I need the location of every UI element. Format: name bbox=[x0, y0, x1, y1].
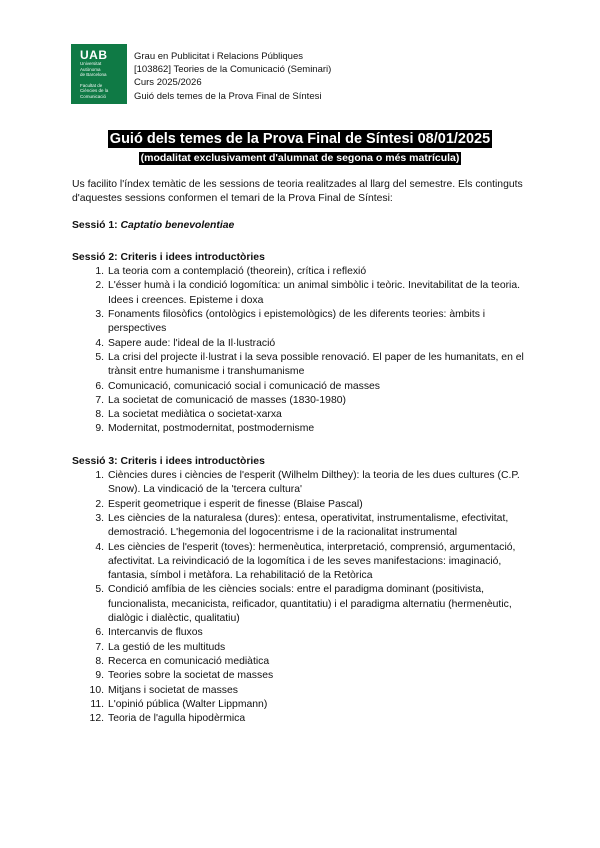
session-1-heading bbox=[72, 219, 524, 233]
session-3-heading: Sessió 3: Criteris i idees introductòries bbox=[72, 455, 265, 467]
list-number: 6. bbox=[95, 627, 104, 639]
page-title: Guió dels temes de la Prova Final de Síntesi 08/01/2025 bbox=[109, 131, 491, 147]
list-item bbox=[72, 583, 524, 626]
logo-line: Autònoma bbox=[80, 66, 101, 72]
list-item-text: Comunicació, comunicació social i comunicació de masses bbox=[108, 380, 381, 392]
list-number: 11. bbox=[90, 698, 104, 710]
list-item bbox=[72, 712, 524, 726]
list-number: 1. bbox=[95, 266, 104, 278]
page-subtitle: (modalitat exclusivament d'alumnat de segona o més matrícula) bbox=[140, 152, 460, 164]
document-header bbox=[134, 50, 331, 103]
header-course: [103862] Teories de la Comunicació (Seminari) bbox=[134, 64, 332, 76]
list-number: 8. bbox=[95, 409, 104, 421]
list-item-text: L'opinió pública (Walter Lippmann) bbox=[108, 698, 268, 710]
header-year: Curs 2025/2026 bbox=[134, 77, 202, 89]
list-item bbox=[72, 279, 524, 308]
list-item-text: Sapere aude: l'ideal de la Il·lustració bbox=[108, 337, 276, 349]
list-item-text: Esperit geometrique i esperit de finesse (Blaise Pascal) bbox=[108, 498, 363, 510]
list-number: 12. bbox=[89, 713, 104, 725]
list-item bbox=[72, 408, 524, 422]
list-number: 4. bbox=[95, 337, 104, 349]
list-item bbox=[72, 541, 524, 584]
list-item-text: La gestió de les multituds bbox=[108, 641, 226, 653]
list-number: 3. bbox=[95, 512, 104, 524]
list-number: 5. bbox=[95, 584, 104, 596]
list-item bbox=[72, 337, 524, 351]
list-item bbox=[72, 308, 524, 337]
list-item-text: La crisi del projecte il·lustrat i la seva possible renovació. El paper de les humanitats, en el trànsit entre humanisme i transhumanisme bbox=[108, 351, 524, 378]
session-3-list bbox=[72, 469, 524, 726]
list-item bbox=[72, 469, 524, 498]
list-item-text: La societat de comunicació de masses (1830-1980) bbox=[108, 394, 346, 406]
list-item-text: Mitjans i societat de masses bbox=[108, 684, 238, 696]
logo-line: de Barcelona bbox=[80, 72, 107, 77]
intro-paragraph: Us facilito l'índex temàtic de les sessions de teoria realitzades al llarg del semestre. Els continguts d'aquestes sessions conformen el temari de la Prova Final de Síntesi: bbox=[72, 179, 523, 205]
list-item bbox=[72, 380, 524, 394]
list-item-text: La teoria com a contemplació (theorein), crítica i reflexió bbox=[108, 266, 367, 278]
list-item bbox=[72, 512, 524, 541]
logo-name: UAB bbox=[80, 48, 108, 62]
list-item-text: Modernitat, postmodernitat, postmodernisme bbox=[108, 423, 315, 435]
logo-line: Universitat bbox=[80, 61, 102, 66]
list-item bbox=[72, 394, 524, 408]
list-item bbox=[72, 684, 524, 698]
title-block bbox=[0, 130, 600, 166]
session-2-heading: Sessió 2: Criteris i idees introductòries bbox=[72, 251, 265, 263]
list-item-text: Les ciències de l'esperit (toves): hermenèutica, interpretació, comprensió, argumentació, afectivitat. La reivindicació de la logomítica i de les seves manifestacions: imaginació, fantasia, símbol i metàfora. La rehabilitació de la Retòrica bbox=[108, 541, 516, 582]
list-number: 10. bbox=[89, 684, 104, 696]
list-item-text: Teories sobre la societat de masses bbox=[108, 670, 274, 682]
document-body bbox=[72, 178, 524, 726]
list-number: 9. bbox=[95, 670, 104, 682]
list-item bbox=[72, 641, 524, 655]
list-number: 5. bbox=[95, 351, 104, 363]
list-item-text: Les ciències de la naturalesa (dures): entesa, operativitat, instrumentalisme, efectivitat, demostració. L'hegemonia del logocentrisme i de la racionalitat instrumental bbox=[108, 512, 509, 539]
list-item bbox=[72, 655, 524, 669]
logo-line: Ciències de la bbox=[80, 88, 109, 93]
header-subject: Guió dels temes de la Prova Final de Síntesi bbox=[134, 90, 322, 102]
uab-logo bbox=[71, 44, 127, 104]
list-number: 8. bbox=[95, 655, 104, 667]
list-number: 2. bbox=[95, 280, 104, 292]
list-number: 7. bbox=[95, 641, 104, 653]
list-item-text: Intercanvis de fluxos bbox=[108, 627, 203, 639]
list-item bbox=[72, 498, 524, 512]
list-item-text: Fonaments filosòfics (ontològics i epistemològics) de les diferents teories: àmbits i perspectives bbox=[108, 309, 486, 335]
list-item bbox=[72, 422, 524, 436]
list-number: 3. bbox=[95, 309, 104, 321]
session-1-title: Captatio benevolentiae bbox=[120, 219, 235, 231]
list-number: 1. bbox=[95, 470, 104, 482]
list-item-text: Condició amfíbia de les ciències socials: entre el paradigma dominant (positivista, funcionalista, mecanicista, reificador, quantitatiu) i el paradigma alternatiu (hermenèutic, dialògic i dialèctic, qualitatiu) bbox=[108, 584, 512, 625]
list-number: 4. bbox=[95, 541, 104, 553]
list-item bbox=[72, 698, 524, 712]
header-degree: Grau en Publicitat i Relacions Públiques bbox=[134, 51, 303, 62]
session-1-label: Sessió 1: bbox=[72, 219, 118, 231]
list-item-text: L'ésser humà i la condició logomítica: un animal simbòlic i teòric. Inevitabilitat de la teoria. Idees i creences. Episteme i doxa bbox=[108, 280, 521, 306]
list-item bbox=[72, 669, 524, 683]
list-item-text: Teoria de l'agulla hipodèrmica bbox=[108, 713, 246, 725]
session-2-list bbox=[72, 265, 524, 437]
list-number: 2. bbox=[95, 498, 104, 510]
list-item-text: Recerca en comunicació mediàtica bbox=[108, 655, 270, 667]
list-item bbox=[72, 626, 524, 640]
list-item-text: Ciències dures i ciències de l'esperit (Wilhelm Dilthey): la teoria de les dues cultures (C.P. Snow). La vindicació de la 'tercera cultura' bbox=[108, 470, 520, 496]
list-item bbox=[72, 265, 524, 279]
list-number: 6. bbox=[95, 380, 104, 392]
logo-line: Facultat de bbox=[80, 82, 103, 88]
list-item bbox=[72, 351, 524, 380]
logo-line: Comunicació bbox=[80, 93, 107, 99]
list-number: 7. bbox=[95, 394, 104, 406]
list-item-text: La societat mediàtica o societat-xarxa bbox=[108, 409, 282, 421]
list-number: 9. bbox=[95, 423, 104, 435]
